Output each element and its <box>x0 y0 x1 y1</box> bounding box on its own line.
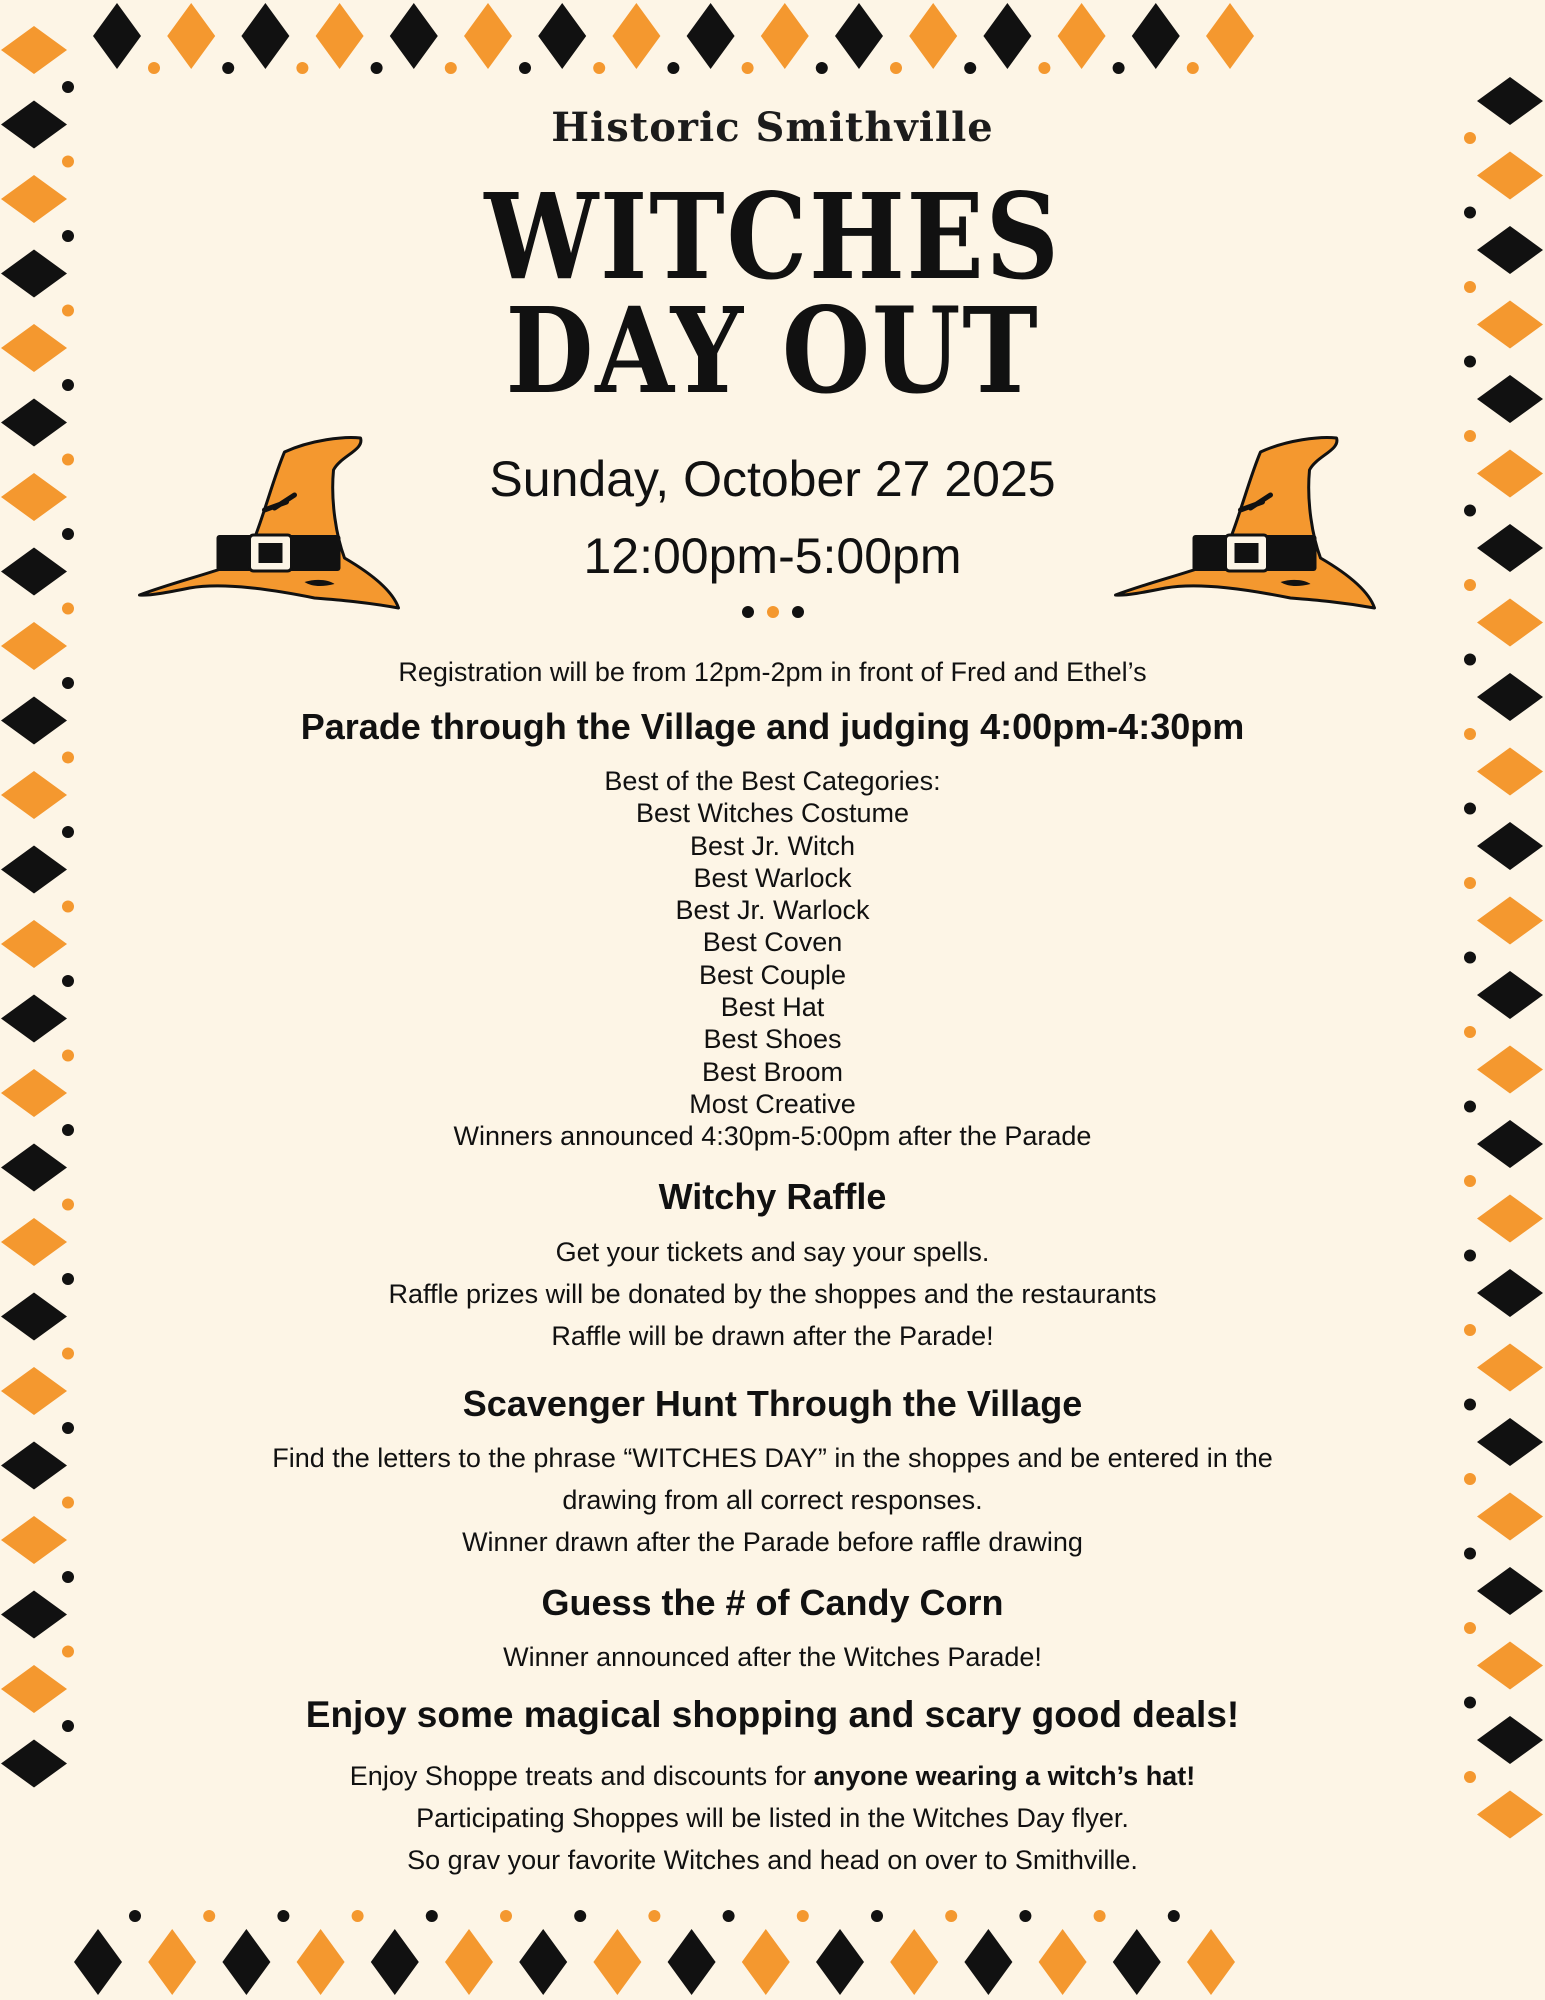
border-diamond <box>371 1929 419 1995</box>
border-dot <box>129 1910 141 1922</box>
shopping-line-1-bold: anyone wearing a witch’s hat! <box>813 1761 1196 1791</box>
border-diamond <box>390 3 438 69</box>
border-diamond <box>909 3 957 69</box>
border-diamond <box>1187 1929 1235 1995</box>
border-diamond <box>593 1929 641 1995</box>
border-diamond <box>1 399 67 447</box>
parade-heading: Parade through the Village and judging 4:00pm-4:30pm <box>300 706 1245 747</box>
border-diamond <box>687 3 735 69</box>
shopping-line-3: So grav your favorite Witches and head on over to Smithville. <box>407 1845 1138 1875</box>
border-diamond <box>297 1929 345 1995</box>
raffle-line: Get your tickets and say your spells. <box>555 1237 990 1267</box>
border-diamond <box>74 1929 122 1995</box>
scavenger-heading: Scavenger Hunt Through the Village <box>462 1383 1083 1424</box>
border-diamond <box>222 1929 270 1995</box>
border-dot <box>62 230 74 242</box>
registration-text: Registration will be from 12pm-2pm in front of Fred and Ethel’s <box>398 657 1147 687</box>
border-diamond <box>612 3 660 69</box>
border-diamond <box>1058 3 1106 69</box>
border-diamond <box>983 3 1031 69</box>
list-item: Best Couple <box>698 959 847 990</box>
border-diamond <box>1 26 67 74</box>
border-dot <box>148 62 160 74</box>
border-dot <box>1168 1910 1180 1922</box>
list-item: Best Broom <box>701 1056 844 1087</box>
border-diamond <box>316 3 364 69</box>
border-dot <box>277 1910 289 1922</box>
list-item: Best Jr. Witch <box>689 830 856 861</box>
border-dot <box>203 1910 215 1922</box>
border-dot <box>945 1910 957 1922</box>
border-diamond <box>1477 226 1543 274</box>
border-diamond <box>464 3 512 69</box>
border-dot <box>500 1910 512 1922</box>
candy-text: Winner announced after the Witches Parade! <box>503 1642 1042 1672</box>
list-item: Best Witches Costume <box>635 798 910 829</box>
border-dot <box>1038 62 1050 74</box>
border-diamond <box>1 175 67 223</box>
border-dot <box>871 1910 883 1922</box>
border-dot <box>723 1910 735 1922</box>
list-item: Most Creative <box>689 1088 856 1119</box>
border-dot <box>797 1910 809 1922</box>
border-diamond <box>1477 152 1543 200</box>
border-dot <box>371 62 383 74</box>
border-dot <box>1187 62 1199 74</box>
border-diamond <box>816 1929 864 1995</box>
border-diamond <box>1 324 67 372</box>
scavenger-text <box>0 1437 1545 1563</box>
border-dot <box>1464 281 1476 293</box>
list-item: Best Hat <box>720 992 825 1023</box>
border-dot <box>742 62 754 74</box>
border-diamond <box>538 3 586 69</box>
categories-list <box>0 765 1545 1153</box>
border-diamond <box>93 3 141 69</box>
border-diamond <box>148 1929 196 1995</box>
list-item: Best Shoes <box>703 1024 842 1055</box>
raffle-text <box>0 1231 1545 1357</box>
border-dot <box>445 62 457 74</box>
categories-title: Best of the Best Categories: <box>604 766 941 796</box>
border-dot <box>426 1910 438 1922</box>
border-dot <box>62 305 74 317</box>
border-dot <box>816 62 828 74</box>
border-dot <box>62 379 74 391</box>
scavenger-line: drawing from all correct responses. <box>562 1485 983 1515</box>
dot-divider <box>0 606 1545 620</box>
border-dot <box>222 62 234 74</box>
border-diamond <box>835 3 883 69</box>
raffle-heading: Witchy Raffle <box>658 1176 887 1217</box>
shopping-line-2: Participating Shoppes will be listed in the Witches Day flyer. <box>416 1803 1129 1833</box>
border-dot <box>1464 356 1476 368</box>
border-diamond <box>1113 1929 1161 1995</box>
list-item: Best Coven <box>702 927 843 958</box>
list-item: Best Warlock <box>693 862 852 893</box>
shopping-line-1-normal: Enjoy Shoppe treats and discounts for <box>349 1761 814 1791</box>
shopping-line-1 <box>0 1755 1545 1797</box>
shopping-heading: Enjoy some magical shopping and scary good deals! <box>305 1694 1240 1735</box>
border-dot <box>1464 207 1476 219</box>
list-item: Best Jr. Warlock <box>675 895 870 926</box>
border-diamond <box>1477 301 1543 349</box>
border-dot <box>62 81 74 93</box>
raffle-line: Raffle prizes will be donated by the shoppes and the restaurants <box>388 1279 1157 1309</box>
border-dot <box>352 1910 364 1922</box>
border-diamond <box>668 1929 716 1995</box>
border-diamond <box>1 250 67 298</box>
border-dot <box>890 62 902 74</box>
border-diamond <box>167 3 215 69</box>
border-dot <box>593 62 605 74</box>
border-diamond <box>742 1929 790 1995</box>
border-diamond <box>445 1929 493 1995</box>
border-dot <box>296 62 308 74</box>
border-diamond <box>1039 1929 1087 1995</box>
candy-heading: Guess the # of Candy Corn <box>541 1582 1004 1623</box>
border-dot <box>648 1910 660 1922</box>
border-dot <box>1464 430 1476 442</box>
raffle-line: Raffle will be drawn after the Parade! <box>551 1321 994 1351</box>
border-diamond <box>761 3 809 69</box>
border-diamond <box>964 1929 1012 1995</box>
border-dot <box>964 62 976 74</box>
event-time: 12:00pm-5:00pm <box>583 528 962 584</box>
border-dot <box>1019 1910 1031 1922</box>
shopping-text <box>0 1755 1545 1881</box>
border-diamond <box>1477 375 1543 423</box>
border-dot <box>62 156 74 168</box>
scavenger-line: Find the letters to the phrase “WITCHES DAY” in the shoppes and be entered in the <box>272 1443 1273 1473</box>
subtitle: Historic Smithville <box>551 104 994 151</box>
title-line-2: DAY OUT <box>505 281 1040 420</box>
border-dot <box>1094 1910 1106 1922</box>
border-diamond <box>1206 3 1254 69</box>
border-dot <box>519 62 531 74</box>
title-line-1: WITCHES <box>484 167 1061 306</box>
border-dot <box>574 1910 586 1922</box>
winners-text: Winners announced 4:30pm-5:00pm after the Parade <box>453 1121 1092 1152</box>
scavenger-line: Winner drawn after the Parade before raffle drawing <box>462 1527 1083 1557</box>
border-diamond <box>890 1929 938 1995</box>
border-diamond <box>241 3 289 69</box>
event-date: Sunday, October 27 2025 <box>489 451 1056 507</box>
border-dot <box>1113 62 1125 74</box>
border-diamond <box>1132 3 1180 69</box>
border-dot <box>62 752 74 764</box>
border-diamond <box>519 1929 567 1995</box>
border-dot <box>667 62 679 74</box>
